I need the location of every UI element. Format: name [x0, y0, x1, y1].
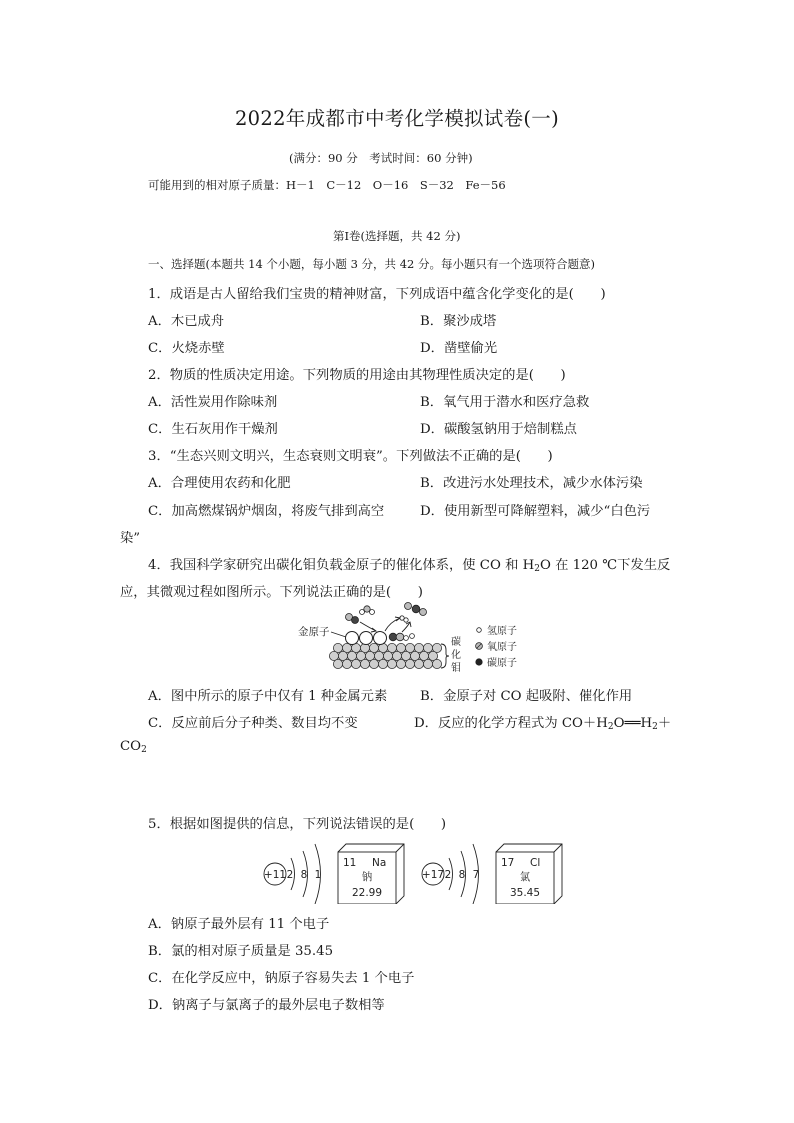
figure-legend [475, 624, 517, 669]
molybdenum-carbide-support [329, 643, 441, 668]
q5-stem: 5．根据如图提供的信息，下列说法错误的是( ) [148, 817, 447, 832]
q1-stem: 1．成语是古人留给我们宝贵的精神财富，下列成语中蕴含化学变化的是( ) [148, 287, 606, 302]
q4-stem-line2: 应，其微观过程如图所示。下列说法正确的是( ) [120, 585, 423, 600]
svg-text:2 8 1: 2 8 1 [286, 869, 324, 881]
atomic-masses: 可能用到的相对原子质量：H－1 C－12 O－16 S－32 Fe－56 [148, 178, 506, 192]
svg-text:22.99: 22.99 [351, 887, 383, 899]
exam-title: 2022年成都市中考化学模拟试卷(一) [234, 107, 560, 130]
legend-carbon: 碳原子 [487, 658, 517, 669]
q3-option-c: C．加高燃煤锅炉烟囱，将废气排到高空 [148, 504, 385, 519]
q3-option-d-continued: 染” [120, 531, 141, 546]
svg-text:+17: +17 [421, 869, 445, 881]
svg-text:Na: Na [372, 857, 387, 869]
q1-option-b: B．聚沙成塔 [420, 314, 497, 329]
q3-option-d: D．使用新型可降解塑料，减少“白色污 [420, 504, 651, 519]
q5-option-a: A．钠原子最外层有 11 个电子 [148, 917, 330, 932]
legend-oxygen: 氧原子 [487, 642, 517, 653]
support-label-char-1: 碳 [451, 637, 461, 648]
q1-option-c: C．火烧赤壁 [148, 341, 225, 356]
q2-option-b: B．氧气用于潜水和医疗急救 [420, 395, 590, 410]
support-label-char-3: 钼 [451, 663, 461, 674]
q1-option-a: A．木已成舟 [148, 314, 225, 329]
section-instructions: 一、选择题(本题共 14 个小题，每小题 3 分，共 42 分。每小题只有一个选项符合题意) [148, 257, 595, 271]
svg-text:氯: 氯 [519, 871, 531, 883]
support-brace [441, 644, 449, 668]
svg-text:35.45: 35.45 [509, 887, 541, 899]
q4-option-c: C．反应前后分子种类、数目均不变 [148, 716, 358, 731]
q2-option-a: A．活性炭用作除味剂 [148, 395, 278, 410]
q2-option-c: C．生石灰用作干燥剂 [148, 422, 278, 437]
q3-stem: 3．“生态兴则文明兴，生态衰则文明衰”。下列做法不正确的是( ) [148, 449, 553, 464]
svg-text:2 8 7: 2 8 7 [444, 869, 482, 881]
q5-option-b: B．氯的相对原子质量是 35.45 [148, 944, 334, 959]
q4-option-a: A．图中所示的原子中仅有 1 种金属元素 [148, 689, 388, 704]
hydrogen-legend-icon [477, 628, 482, 633]
q4-stem-line1: 4．我国科学家研究出碳化钼负载金原子的催化体系，使 CO 和 $H_2O$ 在 120 ℃下发生反 [148, 558, 671, 574]
sodium-element-card [338, 844, 404, 904]
q5-option-c: C．在化学反应中，钠原子容易失去 1 个电子 [148, 971, 415, 986]
svg-text:Cl: Cl [530, 857, 541, 869]
q1-option-d: D．凿壁偷光 [420, 341, 498, 356]
q4-option-d: D．反应的化学方程式为 $CO+H_2O══H_2+$ [414, 716, 672, 732]
q4-option-b: B．金原子对 CO 起吸附、催化作用 [420, 689, 633, 704]
svg-text:11: 11 [343, 857, 357, 869]
q3-option-b: B．改进污水处理技术，减少水体污染 [420, 476, 643, 491]
svg-text:+11: +11 [263, 869, 287, 881]
q5-element-figure [258, 838, 568, 904]
q2-option-d: D．碳酸氢钠用于焙制糕点 [420, 422, 577, 437]
legend-hydrogen: 氢原子 [487, 626, 517, 637]
q2-stem: 2．物质的性质决定用途。下列物质的用途由其物理性质决定的是( ) [148, 368, 566, 383]
svg-text:钠: 钠 [361, 871, 373, 883]
svg-text:17: 17 [501, 857, 515, 869]
q4-option-d-continued: $CO_2$ [120, 739, 147, 755]
sodium-atom-structure [264, 844, 323, 904]
support-label-char-2: 化 [451, 650, 461, 661]
gold-atom-label: 金原子 [298, 626, 330, 638]
chlorine-element-card [496, 844, 562, 904]
section-heading: 第Ⅰ卷(选择题，共 42 分) [333, 229, 461, 243]
chlorine-atom-structure [422, 844, 481, 904]
exam-info: (满分：90 分 考试时间：60 分钟) [289, 151, 473, 165]
q3-option-a: A．合理使用农药和化肥 [148, 476, 291, 491]
q5-option-d: D．钠离子与氯离子的最外层电子数相等 [148, 998, 385, 1013]
carbon-legend-icon [475, 658, 482, 665]
q4-catalysis-figure [290, 600, 560, 678]
gold-atoms [346, 632, 387, 645]
